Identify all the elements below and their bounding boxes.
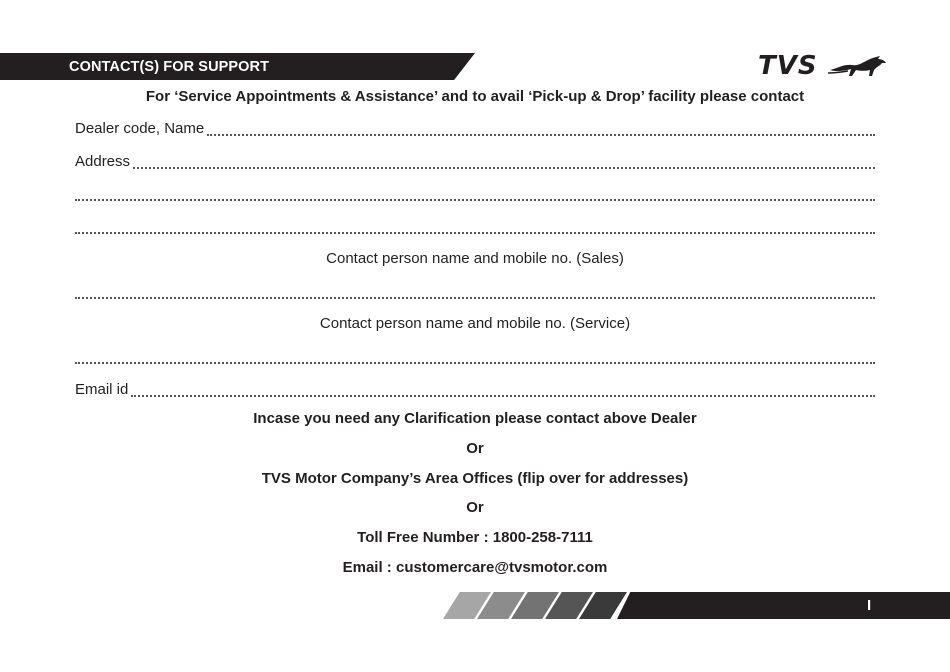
logo-text: TVS [758, 51, 818, 81]
area-offices-text: TVS Motor Company’s Area Offices (flip over for addresses) [261, 470, 689, 487]
dealer-field [75, 119, 875, 139]
dotted-line [75, 185, 875, 201]
footer-bar [617, 592, 950, 619]
support-email-text: Email : customercare@tvsmotor.com [342, 559, 608, 576]
or-text: Or [466, 499, 484, 516]
horse-logo-icon [828, 54, 888, 78]
page-number: I [867, 597, 872, 614]
address-field [75, 152, 875, 172]
intro-text: For ‘Service Appointments & Assistance’ and to avail ‘Pick-up & Drop’ facility please contact [145, 88, 805, 105]
address-label: Address [75, 153, 131, 170]
sales-contact-line [75, 283, 875, 302]
dealer-label: Dealer code, Name [75, 120, 205, 137]
address-line-3 [75, 218, 875, 237]
toll-free-text: Toll Free Number : 1800-258-7111 [357, 529, 593, 546]
dotted-line [133, 153, 875, 169]
tvs-logo [758, 51, 888, 81]
service-contact-line [75, 348, 875, 367]
address-line-2 [75, 185, 875, 204]
or-text: Or [466, 440, 484, 457]
email-field [75, 380, 875, 400]
email-label: Email id [75, 381, 129, 398]
dotted-line [75, 218, 875, 234]
section-title: CONTACT(S) FOR SUPPORT [69, 59, 270, 75]
clarification-text: Incase you need any Clarification please contact above Dealer [253, 410, 697, 427]
dotted-line [75, 283, 875, 299]
service-contact-label: Contact person name and mobile no. (Service) [319, 315, 631, 332]
sales-contact-label: Contact person name and mobile no. (Sales) [326, 250, 624, 267]
dotted-line [207, 120, 875, 136]
dotted-line [75, 348, 875, 364]
dotted-line [131, 381, 875, 397]
